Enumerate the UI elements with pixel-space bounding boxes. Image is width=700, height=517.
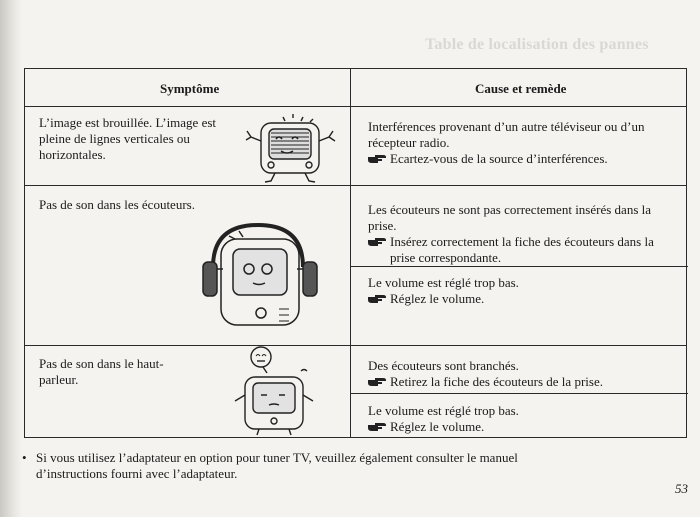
symptom-1: L’image est brouillée. L’image est pleine de lignes verticales ou horizontales. xyxy=(39,115,217,162)
row-divider xyxy=(25,345,686,346)
row-divider xyxy=(25,185,686,186)
remedy-text: Réglez le volume. xyxy=(390,291,485,306)
sleepy-console-illustration xyxy=(223,345,323,437)
remedy-text: Retirez la fiche des écouteurs de la prise. xyxy=(390,374,603,389)
pointing-hand-icon xyxy=(368,422,386,432)
pointing-hand-icon xyxy=(368,154,386,164)
remedy-text: Insérez correctement la fiche des écouteurs dans la prise correspondante. xyxy=(390,234,654,265)
pointing-hand-icon xyxy=(368,377,386,387)
troubleshooting-table xyxy=(24,68,687,438)
page-number: 53 xyxy=(675,481,688,496)
static-screen-console-illustration xyxy=(243,111,339,185)
cause-2-2 xyxy=(368,275,673,307)
remedy-line xyxy=(368,234,673,266)
cause-3-1 xyxy=(368,358,673,390)
bullet-dot-icon: • xyxy=(22,450,27,465)
cause-2-1 xyxy=(368,202,673,266)
footnote-text: Si vous utilisez l’adaptateur en option pour tuner TV, veuillez également consulter le manuel d’instructions fourni avec l’adaptateur. xyxy=(36,450,518,481)
remedy-line xyxy=(368,374,673,390)
cause-text: Des écouteurs sont branchés. xyxy=(368,358,519,373)
remedy-line xyxy=(368,419,673,435)
pointing-hand-icon xyxy=(368,237,386,247)
remedy-text: Ecartez-vous de la source d’interférences. xyxy=(390,151,608,166)
cause-1-1 xyxy=(368,119,673,167)
remedy-line xyxy=(368,151,673,167)
headphones-console-illustration xyxy=(183,217,333,337)
cause-text: Le volume est réglé trop bas. xyxy=(368,403,519,418)
bleed-through-heading: Table de localisation des pannes xyxy=(425,36,649,53)
cause-3-2 xyxy=(368,403,673,435)
cause-text: Le volume est réglé trop bas. xyxy=(368,275,519,290)
remedy-text: Réglez le volume. xyxy=(390,419,485,434)
pointing-hand-icon xyxy=(368,294,386,304)
symptom-2: Pas de son dans les écouteurs. xyxy=(39,197,195,212)
cause-divider xyxy=(350,266,688,267)
page-spine-shadow xyxy=(0,0,22,517)
cause-divider xyxy=(350,393,688,394)
cause-text: Interférences provenant d’un autre téléviseur ou d’un récepteur radio. xyxy=(368,119,645,150)
header-symptom: Symptôme xyxy=(160,81,220,96)
cause-text: Les écouteurs ne sont pas correctement insérés dans la prise. xyxy=(368,202,652,233)
remedy-line xyxy=(368,291,673,307)
header-cause: Cause et remède xyxy=(475,81,567,96)
symptom-3: Pas de son dans le haut-parleur. xyxy=(39,356,164,387)
column-divider xyxy=(350,69,351,437)
footnote xyxy=(22,450,582,482)
header-divider xyxy=(25,106,686,107)
